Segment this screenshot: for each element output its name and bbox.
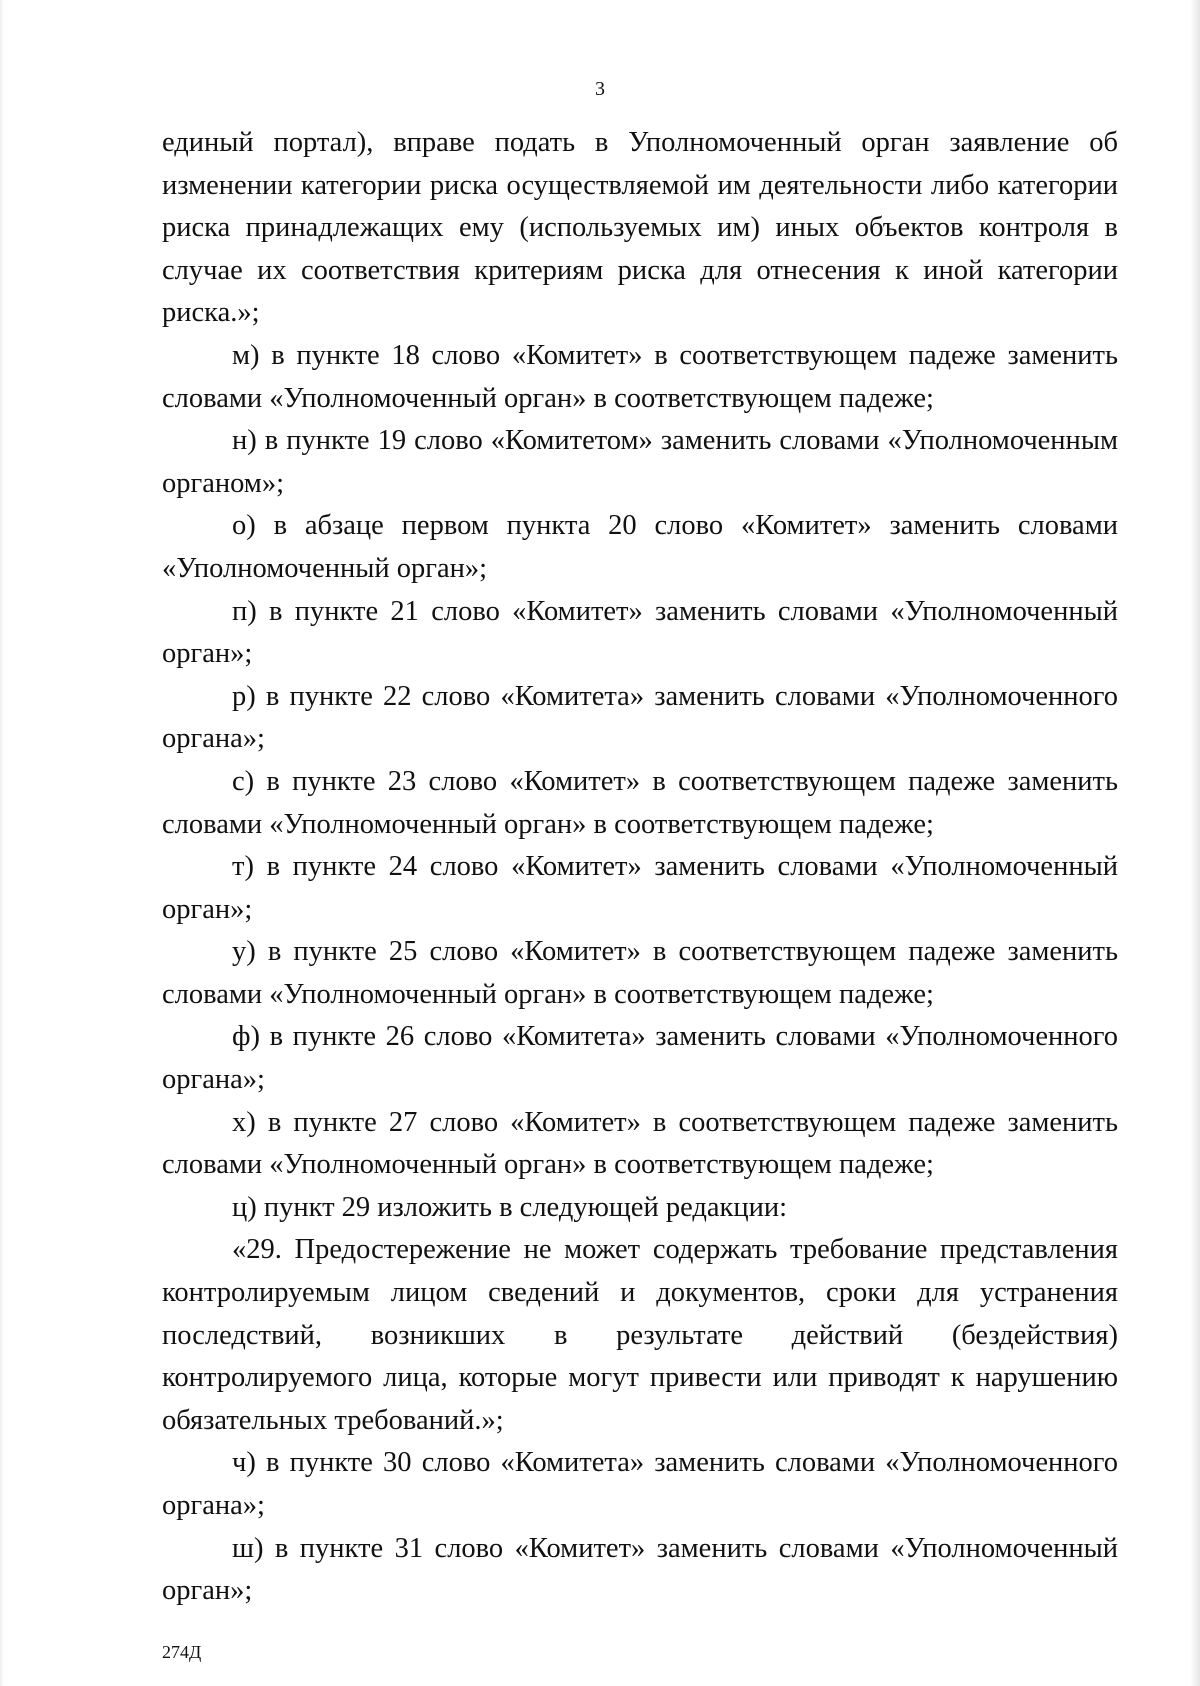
page-number: 3 — [595, 78, 605, 100]
paragraph-item-o: о) в абзаце первом пункта 20 слово «Комитет» заменить словами «Уполномоченный орган»; — [162, 510, 1118, 584]
paragraph-continuation: единый портал), вправе подать в Уполномоченный орган заявление об изменении категории риска осуществляемой им деятельности либо категории риска принадлежащих ему (используемых им) иных объектов контроля в случае их соответствия критериям риска для отнесения к иной категории риска.»; — [162, 127, 1118, 329]
paragraph-item-sh: ш) в пункте 31 слово «Комитет» заменить словами «Уполномоченный орган»; — [162, 1532, 1118, 1607]
paragraph-item-f: ф) в пункте 26 слово «Комитета» заменить словами «Уполномоченного органа»; — [162, 1021, 1118, 1096]
paragraph-item-ch: ч) в пункте 30 слово «Комитета» заменить словами «Уполномоченного органа»; — [162, 1447, 1118, 1521]
paragraph-quote-29: «29. Предостережение не может содержать требование представления контролируемым лицом сведений и документов, сроки для устранения последствий, возникших в результате действий (бездействия) контролируемого лица, которые могут привести или приводят к нарушению обязательных требований.»; — [162, 1234, 1118, 1436]
paragraph-item-p: п) в пункте 21 слово «Комитет» заменить словами «Уполномоченный орган»; — [162, 595, 1118, 670]
paragraph-item-n: н) в пункте 19 слово «Комитетом» заменить словами «Уполномоченным органом»; — [162, 425, 1118, 499]
footer-document-code: 274Д — [162, 1642, 202, 1662]
paragraph-item-ts: ц) пункт 29 изложить в следующей редакции: — [232, 1191, 788, 1223]
paragraph-item-u: у) в пункте 25 слово «Комитет» в соответствующем падеже заменить словами «Уполномоченный орган» в соответствующем падеже; — [162, 936, 1118, 1010]
paragraph-item-s: с) в пункте 23 слово «Комитет» в соответствующем падеже заменить словами «Уполномоченный орган» в соответствующем падеже; — [162, 765, 1118, 840]
document-body — [162, 122, 1118, 1613]
paragraph-item-kh: х) в пункте 27 слово «Комитет» в соответствующем падеже заменить словами «Уполномоченный орган» в соответствующем падеже; — [162, 1106, 1118, 1181]
scan-edge-left — [0, 0, 4, 1686]
paragraph-item-r: р) в пункте 22 слово «Комитета» заменить словами «Уполномоченного органа»; — [162, 680, 1118, 755]
paragraph-item-t: т) в пункте 24 слово «Комитет» заменить словами «Уполномоченный орган»; — [162, 851, 1118, 925]
paragraph-item-m: м) в пункте 18 слово «Комитет» в соответствующем падеже заменить словами «Уполномоченный орган» в соответствующем падеже; — [162, 339, 1118, 414]
scan-edge-right — [1190, 0, 1200, 1686]
